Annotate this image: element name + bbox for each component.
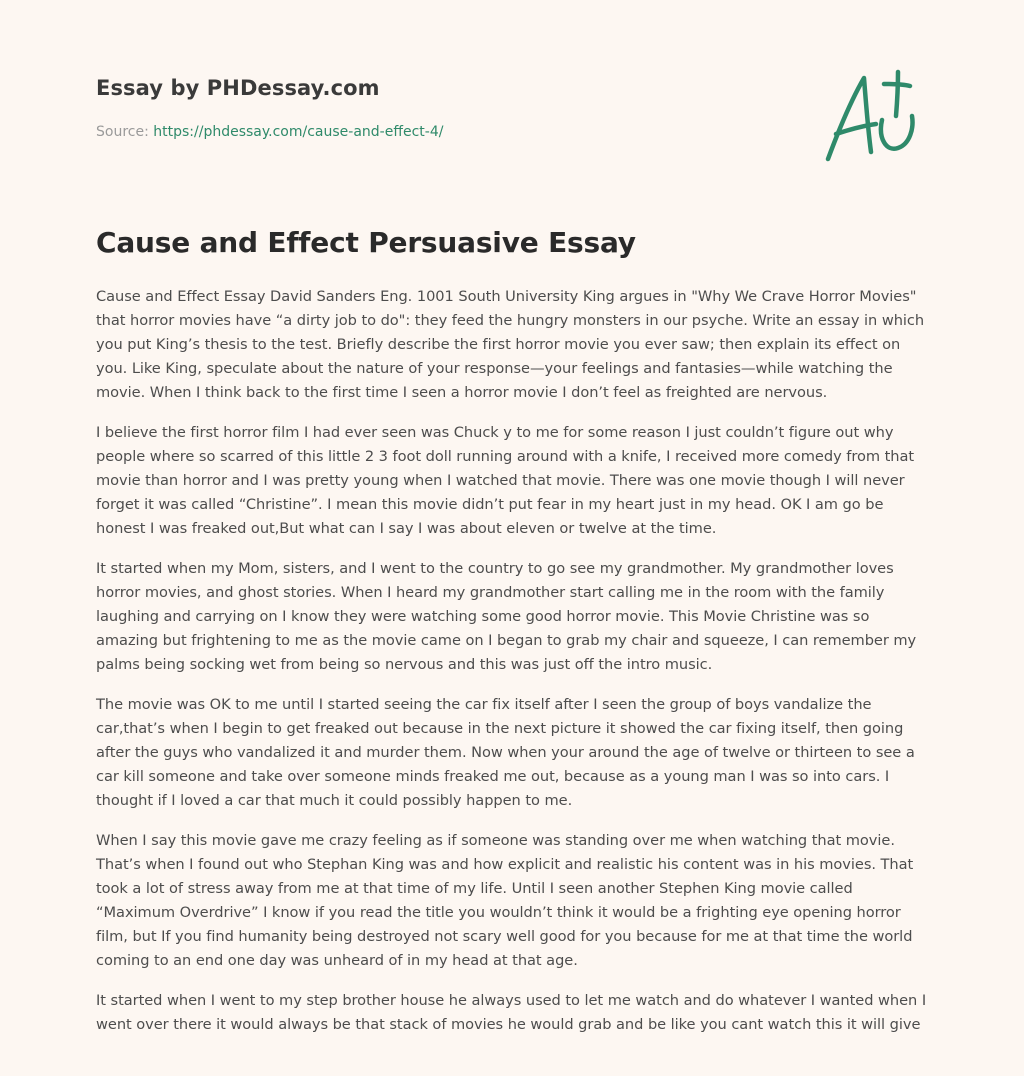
essay-paragraph: It started when my Mom, sisters, and I went to the country to go see my grandmother. My grandmother loves horror movies, and ghost stories. When I heard my grandmother start calling me in the room with the family laughing and carrying on I know they were watching some good horror movie. This Movie Christine was so amazing but frightening to me as the movie came on I began to grab my chair and squeeze, I can remember my palms being socking wet from being so nervous and this was just off the intro music. — [96, 560, 917, 673]
essay-title: Cause and Effect Persuasive Essay — [96, 226, 636, 259]
source-label: Source: — [96, 124, 154, 140]
source-line — [96, 124, 443, 140]
essay-body — [96, 285, 932, 1053]
essay-paragraph: It started when I went to my step brother house he always used to let me watch and do whatever I wanted when I went over there it would always be that stack of movies he would grab and be like you cant watch this it will give — [96, 992, 927, 1033]
essay-paragraph: I believe the first horror film I had ever seen was Chuck y to me for some reason I just couldn’t figure out why people where so scarred of this little 2 3 foot doll running around with a knife, I received more comedy from that movie than horror and I was pretty young when I watched that movie. There was one movie though I will never forget it was called “Christine”. I mean this movie didn’t put fear in my heart just in my head. OK I am go be honest I was freaked out,But what can I say I was about eleven or twelve at the time. — [96, 424, 915, 537]
essay-paragraph: The movie was OK to me until I started seeing the car fix itself after I seen the group of boys vandalize the car,that’s when I begin to get freaked out because in the next picture it showed the car fixing itself, then going after the guys who vandalized it and murder them. Now when your around the age of twelve or thirteen to see a car kill someone and take over someone minds freaked me out, because as a young man I was so into cars. I thought if I loved a car that much it could possibly happen to me. — [96, 696, 915, 809]
essay-paragraph: When I say this movie gave me crazy feeling as if someone was standing over me when watching that movie. That’s when I found out who Stephan King was and how explicit and realistic his content was in his movies. That took a lot of stress away from me at that time of my life. Until I seen another Stephen King movie called “Maximum Overdrive” I know if you read the title you wouldn’t think it would be a frighting eye opening horror film, but If you find humanity being destroyed not scary well good for you because for me at that time the world coming to an end one day was unheard of in my head at that age. — [96, 832, 914, 969]
essay-paragraph: Cause and Effect Essay David Sanders Eng. 1001 South University King argues in "Why We Crave Horror Movies" that horror movies have “a dirty job to do": they feed the hungry monsters in our psyche. Write an essay in which you put King’s thesis to the test. Briefly describe the first horror movie you ever saw; then explain its effect on you. Like King, speculate about the nature of your response—your feelings and fantasies—while watching the movie. When I think back to the first time I seen a horror movie I don’t feel as freighted are nervous. — [96, 288, 925, 401]
source-link[interactable]: https://phdessay.com/cause-and-effect-4/ — [153, 124, 444, 140]
site-brand: Essay by PHDessay.com — [96, 76, 380, 100]
a-plus-grade-icon — [818, 64, 930, 168]
